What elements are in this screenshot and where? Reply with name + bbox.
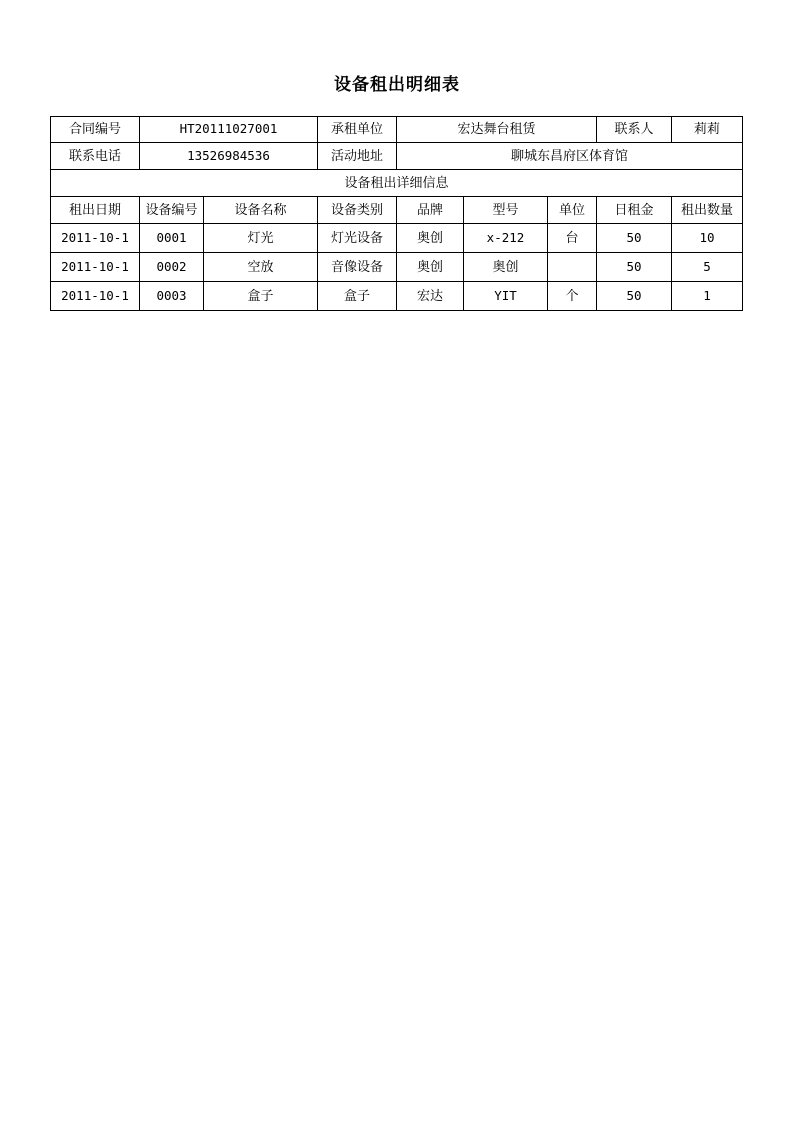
table-row	[51, 224, 743, 253]
cell-date[interactable]: 2011-10-1	[51, 282, 140, 311]
cell-category[interactable]: 音像设备	[318, 253, 397, 282]
cell-quantity[interactable]: 5	[672, 253, 743, 282]
cell-brand[interactable]: 宏达	[397, 282, 464, 311]
column-header-row	[51, 197, 743, 224]
cell-equipment-name[interactable]: 盒子	[204, 282, 318, 311]
contract-no-label: 合同编号	[51, 117, 140, 143]
cell-equipment-no[interactable]: 0001	[140, 224, 204, 253]
column-header-equipment-no: 设备编号	[140, 197, 204, 224]
phone-label: 联系电话	[51, 143, 140, 170]
info-row-contract	[51, 117, 743, 143]
cell-date[interactable]: 2011-10-1	[51, 253, 140, 282]
cell-model[interactable]: x-212	[464, 224, 548, 253]
contact-value[interactable]: 莉莉	[672, 117, 743, 143]
cell-brand[interactable]: 奥创	[397, 253, 464, 282]
detail-header-row	[51, 170, 743, 197]
column-header-quantity: 租出数量	[672, 197, 743, 224]
cell-daily-rent[interactable]: 50	[597, 282, 672, 311]
cell-equipment-no[interactable]: 0003	[140, 282, 204, 311]
phone-value[interactable]: 13526984536	[140, 143, 318, 170]
column-header-daily-rent: 日租金	[597, 197, 672, 224]
cell-unit[interactable]: 台	[548, 224, 597, 253]
cell-brand[interactable]: 奥创	[397, 224, 464, 253]
cell-category[interactable]: 盒子	[318, 282, 397, 311]
contract-no-value[interactable]: HT20111027001	[140, 117, 318, 143]
cell-equipment-no[interactable]: 0002	[140, 253, 204, 282]
cell-unit[interactable]: 个	[548, 282, 597, 311]
page-title: 设备租出明细表	[334, 75, 460, 95]
rental-detail-table	[50, 116, 743, 311]
column-header-brand: 品牌	[397, 197, 464, 224]
column-header-category: 设备类别	[318, 197, 397, 224]
info-row-phone	[51, 143, 743, 170]
cell-equipment-name[interactable]: 空放	[204, 253, 318, 282]
lessee-value[interactable]: 宏达舞台租赁	[397, 117, 597, 143]
address-value[interactable]: 聊城东昌府区体育馆	[397, 143, 743, 170]
cell-quantity[interactable]: 10	[672, 224, 743, 253]
cell-date[interactable]: 2011-10-1	[51, 224, 140, 253]
cell-model[interactable]: 奥创	[464, 253, 548, 282]
address-label: 活动地址	[318, 143, 397, 170]
cell-equipment-name[interactable]: 灯光	[204, 224, 318, 253]
cell-daily-rent[interactable]: 50	[597, 224, 672, 253]
cell-category[interactable]: 灯光设备	[318, 224, 397, 253]
column-header-date: 租出日期	[51, 197, 140, 224]
lessee-label: 承租单位	[318, 117, 397, 143]
column-header-unit: 单位	[548, 197, 597, 224]
cell-quantity[interactable]: 1	[672, 282, 743, 311]
column-header-equipment-name: 设备名称	[204, 197, 318, 224]
table-row	[51, 282, 743, 311]
table-row	[51, 253, 743, 282]
detail-header: 设备租出详细信息	[51, 170, 743, 197]
contact-label: 联系人	[597, 117, 672, 143]
cell-unit[interactable]	[548, 253, 597, 282]
column-header-model: 型号	[464, 197, 548, 224]
cell-model[interactable]: YIT	[464, 282, 548, 311]
cell-daily-rent[interactable]: 50	[597, 253, 672, 282]
